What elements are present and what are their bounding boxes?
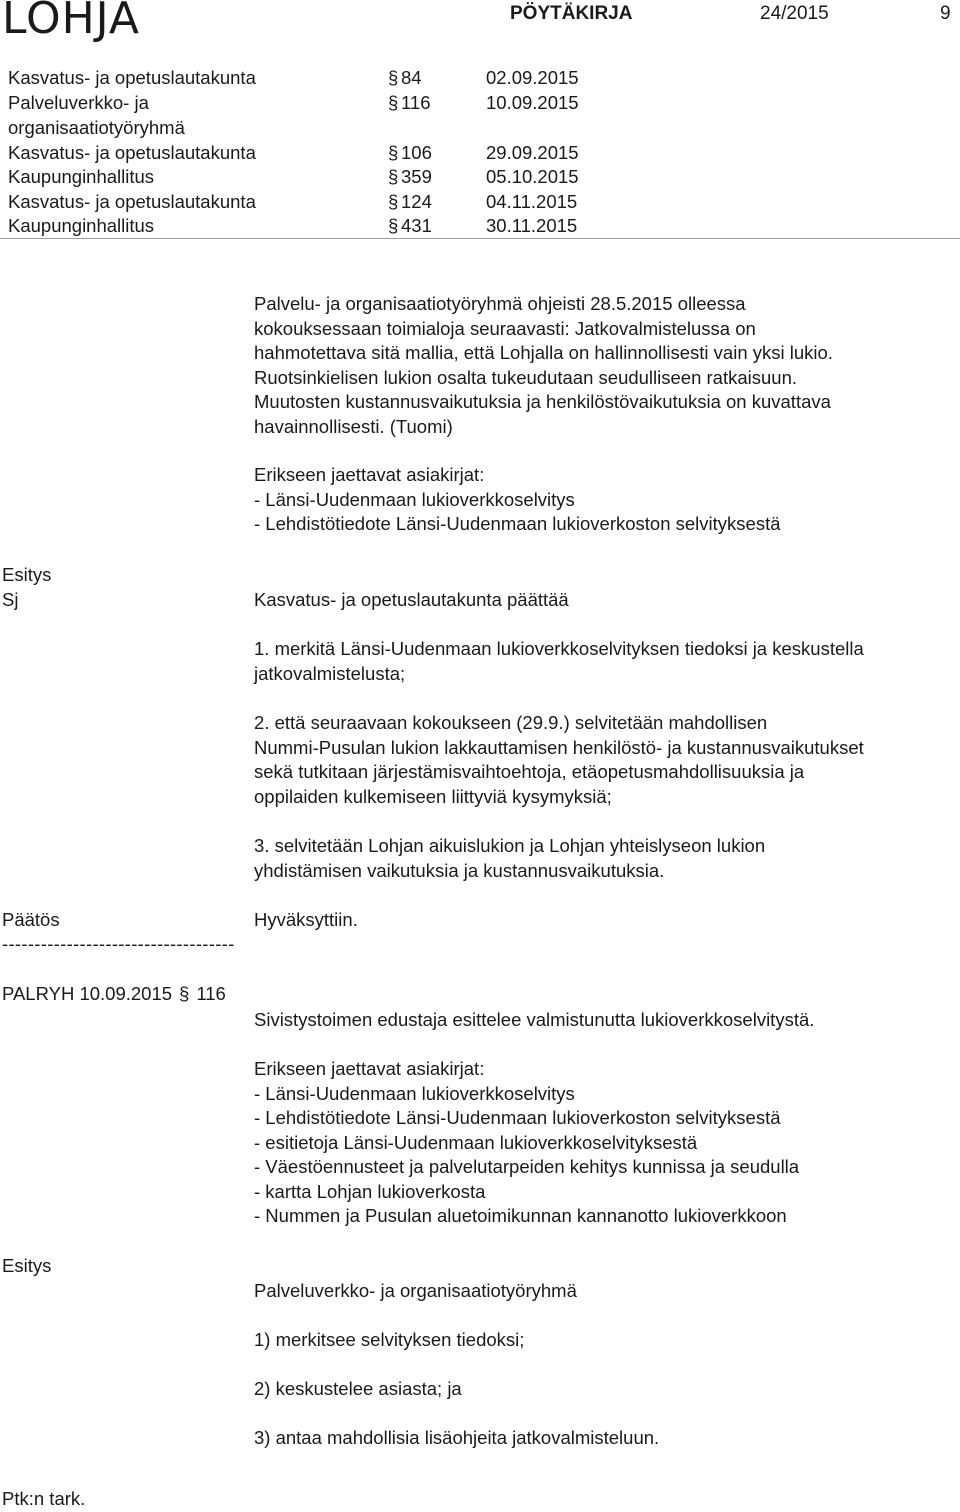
- history-date: 04.11.2015: [486, 191, 578, 212]
- proposal-item-3: 3) antaa mahdollisia lisäohjeita jatkovalmisteluun.: [254, 1427, 660, 1448]
- attachments-list: [254, 1057, 944, 1229]
- history-number: 431: [401, 215, 432, 236]
- section-sign: §: [388, 191, 399, 212]
- attachments-list: [254, 463, 944, 537]
- document-number: 24/2015: [760, 3, 829, 24]
- meeting-intro: Sivistystoimen edustaja esittelee valmistunutta lukioverkkoselvitystä.: [254, 1009, 815, 1030]
- proposal-presenter: Sj: [2, 589, 19, 610]
- proposal-item-2: [254, 711, 944, 809]
- decision-divider: ------------------------------------: [2, 933, 235, 954]
- text-line: havainnollisesti. (Tuomi): [254, 415, 453, 437]
- text-line: jatkovalmistelusta;: [254, 662, 406, 684]
- history-number: 106: [401, 142, 432, 163]
- history-date: 29.09.2015: [486, 142, 579, 163]
- header-divider: [0, 238, 960, 239]
- attachments-title: Erikseen jaettavat asiakirjat:: [254, 464, 485, 485]
- attachment-item: - Väestöennusteet ja palvelutarpeiden kehitys kunnissa ja seudulla: [254, 1156, 800, 1177]
- attachment-item: - Nummen ja Pusulan aluetoimikunnan kannanotto lukioverkkoon: [254, 1205, 787, 1226]
- attachments-title: Erikseen jaettavat asiakirjat:: [254, 1058, 485, 1079]
- history-row: [8, 116, 638, 141]
- history-date: 30.11.2015: [486, 215, 578, 236]
- proposal-label: Esitys: [2, 564, 52, 585]
- history-row: [8, 214, 638, 239]
- minutes-checker-label: Ptk:n tark.: [2, 1488, 86, 1509]
- history-row: [8, 66, 638, 91]
- history-number: 84: [401, 67, 422, 88]
- meeting-heading-number: 116: [196, 983, 226, 1004]
- intro-paragraph: [254, 292, 944, 439]
- section-sign: §: [388, 92, 399, 113]
- text-line: 3. selvitetään Lohjan aikuislukion ja Lohjan yhteislyseon lukion: [254, 835, 766, 856]
- proposal-item-3: [254, 834, 944, 883]
- history-date: 10.09.2015: [486, 92, 579, 113]
- attachment-item: - Länsi-Uudenmaan lukioverkkoselvitys: [254, 1082, 575, 1104]
- history-date: 05.10.2015: [486, 166, 579, 187]
- history-row: [8, 165, 638, 190]
- text-line: Palvelu- ja organisaatiotyöryhmä ohjeisti 28.5.2015 olleessa: [254, 293, 746, 314]
- decision-label: Päätös: [2, 909, 60, 930]
- text-line: yhdistämisen vaikutuksia ja kustannusvaikutuksia.: [254, 859, 665, 881]
- meeting-heading-text: PALRYH 10.09.2015: [2, 983, 173, 1004]
- attachment-item: - Länsi-Uudenmaan lukioverkkoselvitys: [254, 488, 575, 510]
- document-type: PÖYTÄKIRJA: [510, 3, 633, 24]
- attachment-item: - kartta Lohjan lukioverkosta: [254, 1180, 486, 1202]
- section-sign: §: [388, 67, 399, 88]
- history-row: [8, 190, 638, 215]
- history-body: Palveluverkko- ja: [8, 92, 149, 113]
- decision-text: Hyväksyttiin.: [254, 909, 358, 930]
- history-row: [8, 141, 638, 166]
- history-body: Kasvatus- ja opetuslautakunta: [8, 191, 256, 212]
- section-sign: §: [388, 166, 399, 187]
- attachment-item: - Lehdistötiedote Länsi-Uudenmaan lukioverkoston selvityksestä: [254, 513, 781, 534]
- text-line: 1. merkitä Länsi-Uudenmaan lukioverkkoselvityksen tiedoksi ja keskustella: [254, 638, 864, 659]
- text-line: Nummi-Pusulan lukion lakkauttamisen henkilöstö- ja kustannusvaikutukset: [254, 736, 864, 758]
- attachment-item: - esitietoja Länsi-Uudenmaan lukioverkkoselvityksestä: [254, 1131, 698, 1153]
- section-sign: §: [388, 142, 399, 163]
- history-number: 116: [401, 92, 431, 113]
- history-number: 359: [401, 166, 432, 187]
- proposal-heading: Palveluverkko- ja organisaatiotyöryhmä: [254, 1280, 577, 1301]
- history-body: Kaupunginhallitus: [8, 166, 155, 187]
- attachment-item: - Lehdistötiedote Länsi-Uudenmaan lukioverkoston selvityksestä: [254, 1107, 781, 1128]
- proposal-item-1: [254, 637, 944, 686]
- text-line: oppilaiden kulkemiseen liittyviä kysymyksiä;: [254, 785, 612, 807]
- meeting-heading: [2, 982, 226, 1007]
- history-body: Kasvatus- ja opetuslautakunta: [8, 142, 256, 163]
- text-line: hahmotettava sitä mallia, että Lohjalla on hallinnollisesti vain yksi lukio.: [254, 342, 833, 363]
- section-sign: §: [179, 983, 190, 1004]
- history-row: [8, 91, 638, 116]
- history-number: 124: [401, 191, 432, 212]
- history-body: Kasvatus- ja opetuslautakunta: [8, 67, 256, 88]
- lohja-logo: LOHJA: [2, 0, 140, 44]
- text-line: Muutosten kustannusvaikutuksia ja henkilöstövaikutuksia on kuvattava: [254, 391, 831, 412]
- history-date: 02.09.2015: [486, 67, 579, 88]
- history-body: Kaupunginhallitus: [8, 215, 155, 236]
- text-line: 2. että seuraavaan kokoukseen (29.9.) selvitetään mahdollisen: [254, 712, 768, 733]
- proposal-item-2: 2) keskustelee asiasta; ja: [254, 1378, 462, 1399]
- text-line: kokouksessaan toimialoja seuraavasti: Jatkovalmistelussa on: [254, 317, 756, 339]
- section-sign: §: [388, 215, 399, 236]
- proposal-item-1: 1) merkitsee selvityksen tiedoksi;: [254, 1329, 525, 1350]
- proposal-label: Esitys: [2, 1255, 52, 1276]
- text-line: sekä tutkitaan järjestämisvaihtoehtoja, etäopetusmahdollisuuksia ja: [254, 761, 805, 782]
- page-number: 9: [940, 3, 951, 24]
- proposal-heading: Kasvatus- ja opetuslautakunta päättää: [254, 589, 569, 610]
- text-line: Ruotsinkielisen lukion osalta tukeudutaan seudulliseen ratkaisuun.: [254, 366, 798, 388]
- history-body: organisaatiotyöryhmä: [8, 117, 185, 138]
